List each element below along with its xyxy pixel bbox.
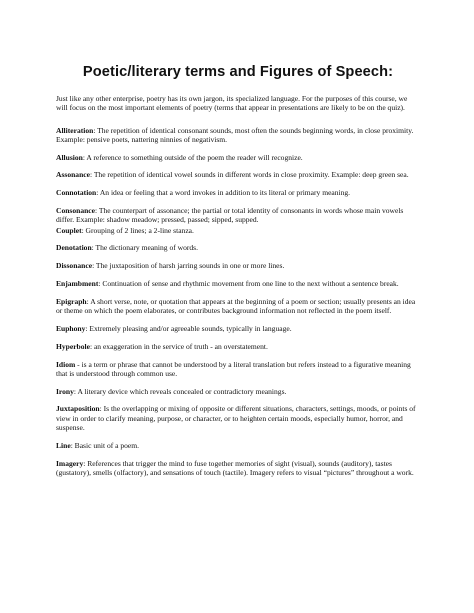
term-definition: : References that trigger the mind to fuse together memories of sight (visual), sounds (auditory), tastes (gustatory), smells (olfactory), and sensations of touch (tactile). Imagery refers to visual “pictures” throughout a work. <box>56 458 414 477</box>
document-title: Poetic/literary terms and Figures of Speech: <box>82 64 394 80</box>
term-name: Dissonance <box>56 261 93 271</box>
term-definition: : Is the overlapping or mixing of opposite or different situations, characters, settings, moods, or points of view in order to clarify meaning, purpose, or character, or to heighten certain moods, especially humor, horror, and suspense. <box>56 404 416 433</box>
term-name: Consonance <box>56 206 95 216</box>
term-entry <box>56 404 420 432</box>
term-definition: : Extremely pleasing and/or agreeable sounds, typically in language. <box>85 323 292 333</box>
term-definition: : The counterpart of assonance; the partial or total identity of consonants in words whose main vowels differ. Example: shadow meadow; pressed, passed; sipped, supped. <box>56 206 404 225</box>
term-entry <box>56 188 420 197</box>
term-definition: : Grouping of 2 lines; a 2-line stanza. <box>81 225 194 235</box>
term-entry <box>56 297 420 316</box>
term-name: Assonance <box>56 170 90 180</box>
term-definition: : Basic unit of a poem. <box>70 440 140 450</box>
term-name: Hyperbole <box>56 341 90 351</box>
term-name: Irony <box>56 386 74 396</box>
term-entry <box>56 206 420 225</box>
term-entry <box>56 387 420 396</box>
term-name: Juxtaposition <box>56 404 100 414</box>
term-definition: : A short verse, note, or quotation that appears at the beginning of a poem or section; usually presents an idea or theme on which the poem elaborates, or contributes background information not reflected in the poem itself. <box>56 296 416 316</box>
term-definition: : The repetition of identical vowel sounds in different words in close proximity. Example: deep green sea. <box>89 170 409 180</box>
term-name: Epigraph <box>56 296 87 306</box>
term-entry <box>56 342 420 351</box>
term-name: Imagery <box>56 458 84 468</box>
term-entry <box>56 459 420 478</box>
term-name: Euphony <box>56 323 86 333</box>
term-name: Alliteration <box>56 125 94 135</box>
term-entry <box>56 226 420 235</box>
term-name: Denotation <box>56 243 92 253</box>
term-definition: : A reference to something outside of the poem the reader will recognize. <box>82 152 303 162</box>
term-entry <box>56 243 420 252</box>
term-definition: - is a term or phrase that cannot be understood by a literal translation but refers instead to a figurative meaning that is understood through common use. <box>56 359 411 378</box>
term-name: Connotation <box>56 188 97 198</box>
term-name: Couplet <box>56 225 82 235</box>
term-entry <box>56 170 420 179</box>
term-entry <box>56 261 420 270</box>
term-entry <box>56 126 420 145</box>
term-definition: : The repetition of identical consonant sounds, most often the sounds beginning words, in close proximity. Example: pensive poets, nattering ninnies of negativism. <box>56 125 414 144</box>
term-definition: : Continuation of sense and rhythmic movement from one line to the next without a sentence break. <box>98 279 399 289</box>
term-entry <box>56 360 420 379</box>
term-entry <box>56 441 420 450</box>
term-name: Allusion <box>56 152 83 162</box>
intro-paragraph: Just like any other enterprise, poetry has its own jargon, its specialized language. For the purposes of this course, we will focus on the most important elements of poetry (terms that appear in presentations are likely to be on the quiz). <box>56 94 408 113</box>
term-name: Line <box>56 440 71 450</box>
term-definition: : an exaggeration in the service of truth - an overstatement. <box>89 341 268 351</box>
term-entry <box>56 279 420 288</box>
term-entry <box>56 153 420 162</box>
term-entry <box>56 324 420 333</box>
term-name: Idiom <box>56 359 76 369</box>
term-definition: : An idea or feeling that a word invokes in addition to its literal or primary meaning. <box>96 188 351 198</box>
term-definition: : A literary device which reveals concealed or contradictory meanings. <box>73 386 287 396</box>
term-name: Enjambment <box>56 279 99 289</box>
term-definition: : The dictionary meaning of words. <box>91 243 198 253</box>
term-definition: : The juxtaposition of harsh jarring sounds in one or more lines. <box>92 261 285 271</box>
